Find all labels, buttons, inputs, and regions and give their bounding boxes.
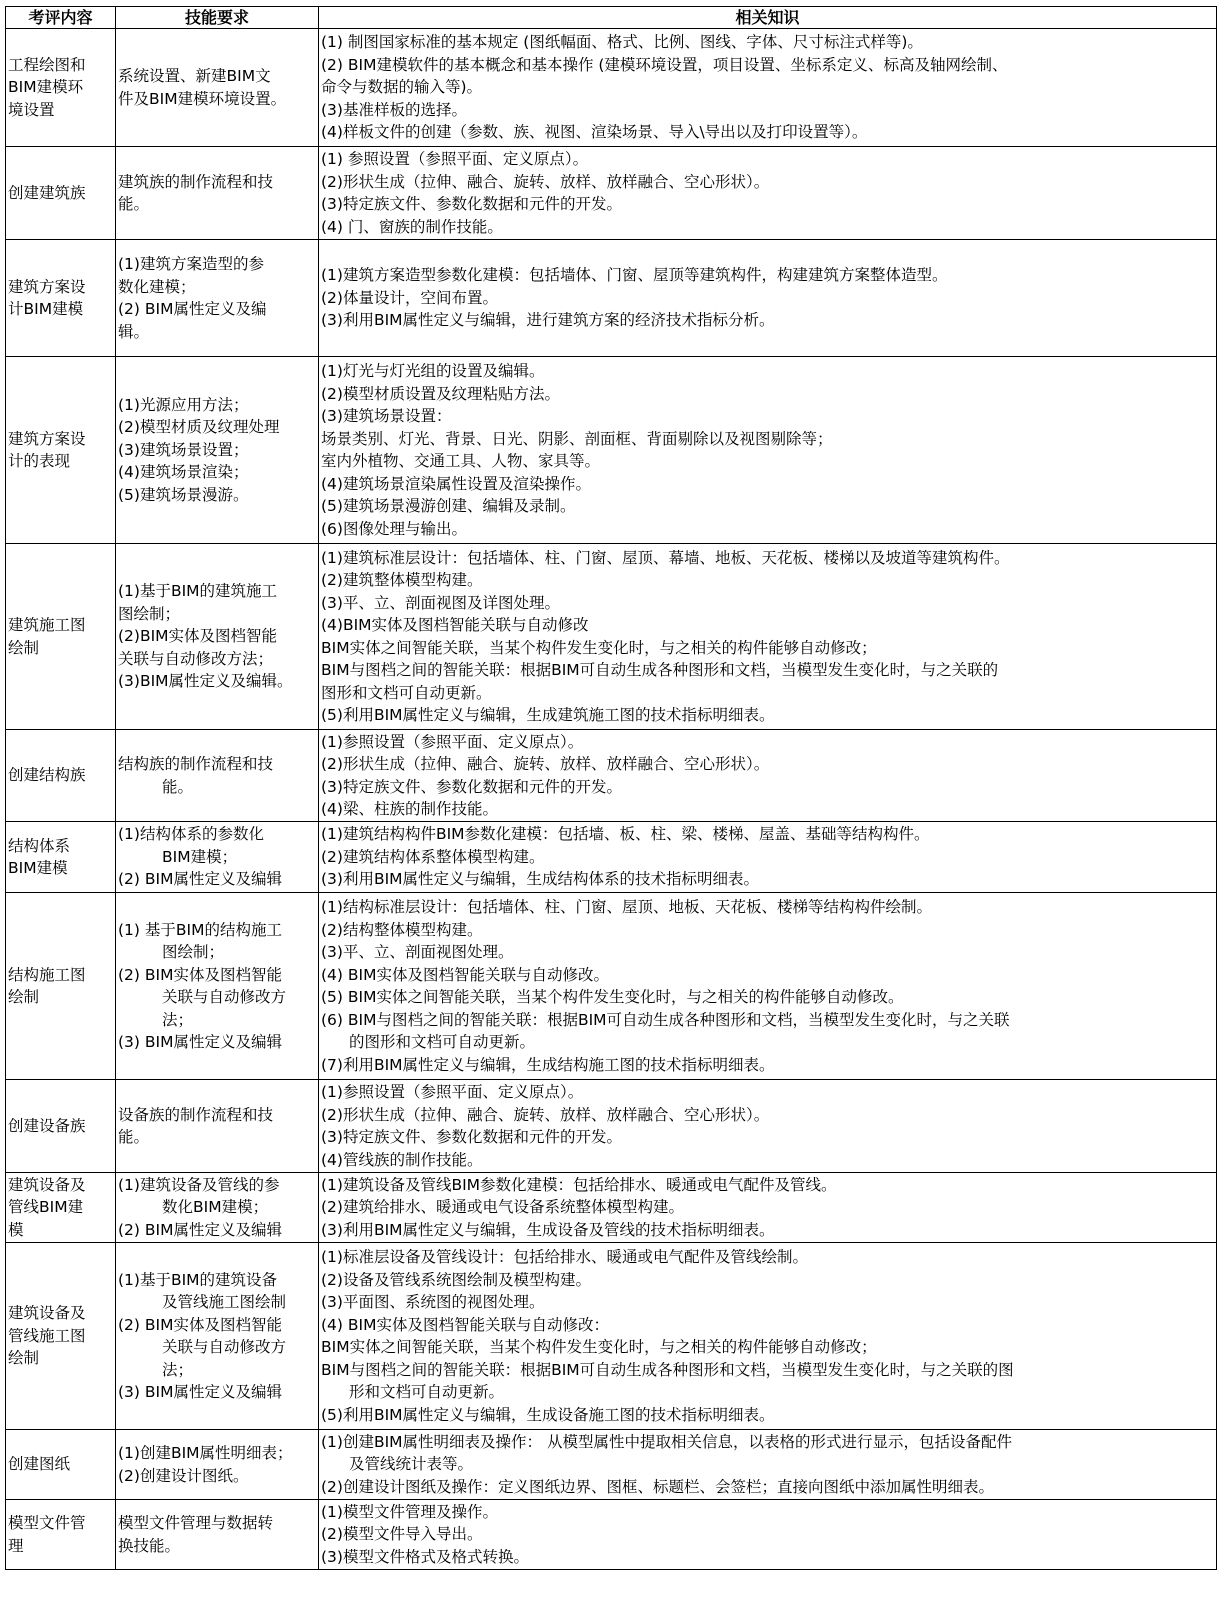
knowledge-line: (3)平、立、剖面视图及详图处理。 <box>321 593 560 612</box>
knowledge-line: (2)模型文件导入导出。 <box>321 1525 483 1544</box>
header-row <box>6 7 1217 29</box>
content-line: BIM建模 <box>8 859 68 877</box>
skill-line: 数化BIM建模； <box>162 1198 269 1217</box>
content-line: 管线施工图 <box>8 1326 86 1345</box>
table-row <box>6 240 1217 357</box>
skill-line: BIM建模； <box>162 847 238 866</box>
content-line: 建筑设备及 <box>8 1175 86 1194</box>
content-line: 结构体系 <box>8 836 71 855</box>
knowledge-line: (6)图像处理与输出。 <box>321 519 467 538</box>
content-line: 建筑设备及 <box>8 1304 86 1323</box>
content-line: 计的表现 <box>8 452 71 470</box>
skill-line: 能。 <box>118 1128 150 1146</box>
table-row <box>6 147 1217 240</box>
knowledge-line: (5)建筑场景漫游创建、编辑及录制。 <box>321 497 576 515</box>
content-line: 创建设备族 <box>8 1116 86 1135</box>
skill-line: (4)建筑场景渲染； <box>118 463 249 482</box>
skill-line: 结构族的制作流程和技 <box>118 755 274 773</box>
skill-line: 设备族的制作流程和技 <box>118 1105 274 1124</box>
skill-requirements-cell <box>116 1500 319 1570</box>
knowledge-line: (5)利用BIM属性定义与编辑，生成建筑施工图的技术指标明细表。 <box>321 706 775 724</box>
skill-requirements-cell <box>116 730 319 822</box>
assessment-content-cell <box>6 1080 116 1173</box>
knowledge-line: (4) BIM实体及图档智能关联与自动修改。 <box>321 965 609 984</box>
related-knowledge-cell <box>319 893 1217 1080</box>
skill-line: (2)模型材质及纹理处理 <box>118 418 280 437</box>
skill-line: (1)建筑方案造型的参 <box>118 255 264 273</box>
related-knowledge-cell <box>319 1173 1217 1243</box>
content-line: 计BIM建模 <box>8 300 84 318</box>
knowledge-line: (1) 制图国家标准的基本规定 (图纸幅面、格式、比例、图线、字体、尺寸标注式样等)。 <box>321 33 923 52</box>
knowledge-line: (2)设备及管线系统图绘制及模型构建。 <box>321 1270 591 1289</box>
knowledge-line: (1)建筑标准层设计：包括墙体、柱、门窗、屋顶、幕墙、地板、天花板、楼梯以及坡道等建筑构件。 <box>321 548 1010 567</box>
assessment-content-cell <box>6 1173 116 1243</box>
skill-line: 建筑族的制作流程和技 <box>118 172 274 191</box>
skill-line: 辑。 <box>118 322 150 341</box>
content-line: 创建图纸 <box>8 1455 71 1474</box>
knowledge-line: (2)建筑结构体系整体模型构建。 <box>321 847 545 866</box>
header-related-knowledge: 相关知识 <box>319 7 1217 29</box>
knowledge-line: 形和文档可自动更新。 <box>349 1383 505 1401</box>
knowledge-line: 室内外植物、交通工具、人物、家具等。 <box>321 452 601 470</box>
content-line: 创建结构族 <box>8 766 86 785</box>
skill-line: 能。 <box>118 195 150 213</box>
knowledge-line: (2)建筑整体模型构建。 <box>321 571 483 589</box>
related-knowledge-cell <box>319 1430 1217 1500</box>
knowledge-line: (3)建筑场景设置： <box>321 407 452 425</box>
assessment-content-cell <box>6 1243 116 1430</box>
content-line: 绘制 <box>8 638 40 657</box>
content-line: 理 <box>8 1536 24 1555</box>
header-assessment-content: 考评内容 <box>6 7 116 29</box>
knowledge-line: (3)基准样板的选择。 <box>321 100 467 119</box>
knowledge-line: (1)模型文件管理及操作。 <box>321 1502 498 1521</box>
knowledge-line: 场景类别、灯光、背景、日光、阴影、剖面框、背面剔除以及视图剔除等； <box>321 429 833 448</box>
related-knowledge-cell <box>319 240 1217 357</box>
knowledge-line: (1)建筑设备及管线BIM参数化建模：包括给排水、暖通或电气配件及管线。 <box>321 1175 837 1194</box>
skill-requirements-cell <box>116 544 319 730</box>
skill-line: 系统设置、新建BIM文 <box>118 67 271 85</box>
content-line: 建筑方案设 <box>8 277 86 296</box>
skill-line: 模型文件管理与数据转 <box>118 1514 274 1532</box>
skill-line: (2) BIM属性定义及编辑 <box>118 1220 282 1239</box>
knowledge-line: (1)建筑结构构件BIM参数化建模：包括墙、板、柱、梁、楼梯、屋盖、基础等结构构件。 <box>321 825 930 844</box>
skill-line: 关联与自动修改方 <box>162 1338 287 1356</box>
assessment-content-cell <box>6 730 116 822</box>
knowledge-line: (1)标准层设备及管线设计：包括给排水、暖通或电气配件及管线绘制。 <box>321 1248 808 1266</box>
content-line: 境设置 <box>8 100 55 119</box>
content-line: 建筑方案设 <box>8 429 86 448</box>
skill-requirements-cell <box>116 1243 319 1430</box>
knowledge-line: (4)管线族的制作技能。 <box>321 1150 483 1169</box>
knowledge-line: 图形和文档可自动更新。 <box>321 683 492 702</box>
table-row <box>6 357 1217 544</box>
assessment-content-cell <box>6 1430 116 1500</box>
skill-line: (1)光源应用方法； <box>118 395 249 414</box>
assessment-content-cell <box>6 240 116 357</box>
competency-table <box>5 6 1217 1570</box>
skill-line: (2)BIM实体及图档智能 <box>118 627 278 646</box>
knowledge-line: (1)创建BIM属性明细表及操作： 从模型属性中提取相关信息，以表格的形式进行显示，包括设备配件 <box>321 1432 1012 1451</box>
assessment-content-cell <box>6 822 116 893</box>
assessment-content-cell <box>6 544 116 730</box>
knowledge-line: (5) BIM实体之间智能关联，当某个构件发生变化时，与之相关的构件能够自动修改。 <box>321 988 904 1006</box>
knowledge-line: (1)结构标准层设计：包括墙体、柱、门窗、屋顶、地板、天花板、楼梯等结构构件绘制。 <box>321 898 932 916</box>
knowledge-line: 命令与数据的输入等)。 <box>321 78 483 97</box>
knowledge-line: (3)特定族文件、参数化数据和元件的开发。 <box>321 777 622 796</box>
skill-line: (1)创建BIM属性明细表； <box>118 1444 293 1462</box>
skill-requirements-cell <box>116 357 319 544</box>
table-body <box>6 29 1217 1570</box>
knowledge-line: BIM实体之间智能关联，当某个构件发生变化时，与之相关的构件能够自动修改； <box>321 638 877 657</box>
skill-requirements-cell <box>116 1080 319 1173</box>
skill-requirements-cell <box>116 240 319 357</box>
knowledge-line: (3)利用BIM属性定义与编辑，生成设备及管线的技术指标明细表。 <box>321 1220 775 1239</box>
skill-line: 关联与自动修改方法； <box>118 649 274 668</box>
related-knowledge-cell <box>319 357 1217 544</box>
skill-line: (2) BIM实体及图档智能 <box>118 1315 282 1334</box>
skill-line: 及管线施工图绘制 <box>162 1293 287 1311</box>
table-row <box>6 29 1217 147</box>
table-row <box>6 822 1217 893</box>
assessment-content-cell <box>6 29 116 147</box>
skill-requirements-cell <box>116 822 319 893</box>
skill-line: 法； <box>162 1010 194 1029</box>
skill-requirements-cell <box>116 1173 319 1243</box>
knowledge-line: (2)创建设计图纸及操作：定义图纸边界、图框、标题栏、会签栏；直接向图纸中添加属性明细表。 <box>321 1477 994 1496</box>
skill-line: 件及BIM建模环境设置。 <box>118 89 287 108</box>
skill-line: (1)基于BIM的建筑施工 <box>118 582 278 601</box>
knowledge-line: (4)建筑场景渲染属性设置及渲染操作。 <box>321 474 591 493</box>
skill-line: 图绘制； <box>118 604 181 623</box>
table-row <box>6 1500 1217 1570</box>
skill-line: 图绘制； <box>162 943 225 961</box>
table-row <box>6 1430 1217 1500</box>
knowledge-line: (3)平、立、剖面视图处理。 <box>321 943 514 961</box>
knowledge-line: (4) BIM实体及图档智能关联与自动修改： <box>321 1315 609 1334</box>
content-line: 建筑施工图 <box>8 616 86 634</box>
knowledge-line: (5)利用BIM属性定义与编辑，生成设备施工图的技术指标明细表。 <box>321 1405 775 1424</box>
skill-line: (3) BIM属性定义及编辑 <box>118 1033 282 1051</box>
skill-line: 换技能。 <box>118 1536 181 1555</box>
content-line: 工程绘图和 <box>8 55 86 74</box>
skill-line: (2) BIM实体及图档智能 <box>118 965 282 984</box>
related-knowledge-cell <box>319 822 1217 893</box>
related-knowledge-cell <box>319 730 1217 822</box>
content-line: 管线BIM建 <box>8 1198 84 1217</box>
skill-line: (1) 基于BIM的结构施工 <box>118 920 282 939</box>
knowledge-line: (2)形状生成（拉伸、融合、旋转、放样、放样融合、空心形状）。 <box>321 1105 770 1124</box>
knowledge-line: (4)BIM实体及图档智能关联与自动修改 <box>321 616 589 634</box>
knowledge-line: (2)结构整体模型构建。 <box>321 920 483 939</box>
knowledge-line: (3)模型文件格式及格式转换。 <box>321 1547 529 1566</box>
skill-line: (1)基于BIM的建筑设备 <box>118 1270 278 1289</box>
related-knowledge-cell <box>319 29 1217 147</box>
knowledge-line: 的图形和文档可自动更新。 <box>349 1033 536 1051</box>
assessment-content-cell <box>6 1500 116 1570</box>
knowledge-line: (2)体量设计，空间布置。 <box>321 288 498 307</box>
skill-requirements-cell <box>116 893 319 1080</box>
knowledge-line: (2) BIM建模软件的基本概念和基本操作 (建模环境设置，项目设置、坐标系定义、标高及轴网绘制、 <box>321 55 1008 74</box>
knowledge-line: (3)特定族文件、参数化数据和元件的开发。 <box>321 1128 622 1146</box>
skill-requirements-cell <box>116 1430 319 1500</box>
related-knowledge-cell <box>319 544 1217 730</box>
assessment-content-cell <box>6 893 116 1080</box>
knowledge-line: (3)平面图、系统图的视图处理。 <box>321 1293 545 1311</box>
table-row <box>6 893 1217 1080</box>
knowledge-line: (1)参照设置（参照平面、定义原点）。 <box>321 732 584 751</box>
content-line: 绘制 <box>8 988 40 1006</box>
skill-line: (2) BIM属性定义及编 <box>118 300 267 318</box>
table-row <box>6 730 1217 822</box>
knowledge-line: (4)梁、柱族的制作技能。 <box>321 800 498 818</box>
related-knowledge-cell <box>319 1500 1217 1570</box>
knowledge-line: (1) 参照设置（参照平面、定义原点）。 <box>321 150 589 168</box>
related-knowledge-cell <box>319 147 1217 240</box>
knowledge-line: (2)模型材质设置及纹理粘贴方法。 <box>321 384 560 403</box>
knowledge-line: BIM实体之间智能关联，当某个构件发生变化时，与之相关的构件能够自动修改； <box>321 1338 877 1356</box>
assessment-content-cell <box>6 357 116 544</box>
content-line: 模型文件管 <box>8 1514 86 1532</box>
content-line: 创建建筑族 <box>8 183 86 202</box>
content-line: 绘制 <box>8 1349 40 1368</box>
knowledge-line: (3)利用BIM属性定义与编辑，进行建筑方案的经济技术指标分析。 <box>321 311 775 330</box>
knowledge-line: (7)利用BIM属性定义与编辑，生成结构施工图的技术指标明细表。 <box>321 1055 775 1074</box>
skill-line: 数化建模； <box>118 277 196 296</box>
table-row <box>6 1243 1217 1430</box>
skill-line: (2)创建设计图纸。 <box>118 1466 249 1485</box>
related-knowledge-cell <box>319 1080 1217 1173</box>
content-line: 结构施工图 <box>8 965 86 984</box>
related-knowledge-cell <box>319 1243 1217 1430</box>
knowledge-line: (6) BIM与图档之间的智能关联：根据BIM可自动生成各种图形和文档，当模型发生变化时，与之关联 <box>321 1010 1010 1029</box>
table-row <box>6 1173 1217 1243</box>
skill-line: (3)BIM属性定义及编辑。 <box>118 672 293 691</box>
knowledge-line: 及管线统计表等。 <box>349 1455 474 1474</box>
knowledge-line: (3)利用BIM属性定义与编辑，生成结构体系的技术指标明细表。 <box>321 870 760 889</box>
skill-line: 能。 <box>162 777 194 796</box>
header-skill-requirements: 技能要求 <box>116 7 319 29</box>
table-row <box>6 1080 1217 1173</box>
knowledge-line: (1)参照设置（参照平面、定义原点）。 <box>321 1083 584 1101</box>
skill-line: 法； <box>162 1360 194 1379</box>
skill-requirements-cell <box>116 29 319 147</box>
knowledge-line: (1)建筑方案造型参数化建模：包括墙体、门窗、屋顶等建筑构件，构建建筑方案整体造型。 <box>321 266 948 285</box>
skill-line: (3) BIM属性定义及编辑 <box>118 1383 282 1401</box>
skill-line: (1)结构体系的参数化 <box>118 825 264 844</box>
skill-line: (2) BIM属性定义及编辑 <box>118 870 282 889</box>
content-line: 模 <box>8 1220 24 1239</box>
skill-line: (5)建筑场景漫游。 <box>118 485 249 504</box>
content-line: BIM建模环 <box>8 78 84 97</box>
knowledge-line: (3)特定族文件、参数化数据和元件的开发。 <box>321 195 622 213</box>
knowledge-line: (1)灯光与灯光组的设置及编辑。 <box>321 362 545 380</box>
knowledge-line: (2)形状生成（拉伸、融合、旋转、放样、放样融合、空心形状）。 <box>321 755 770 773</box>
knowledge-line: BIM与图档之间的智能关联：根据BIM可自动生成各种图形和文档，当模型发生变化时，与之关联的图 <box>321 1360 1014 1379</box>
knowledge-line: (4)样板文件的创建（参数、族、视图、渲染场景、导入\导出以及打印设置等）。 <box>321 123 868 142</box>
skill-line: (3)建筑场景设置； <box>118 440 249 459</box>
skill-requirements-cell <box>116 147 319 240</box>
knowledge-line: (4) 门、窗族的制作技能。 <box>321 217 503 236</box>
skill-line: (1)建筑设备及管线的参 <box>118 1175 280 1194</box>
knowledge-line: (2)建筑给排水、暖通或电气设备系统整体模型构建。 <box>321 1198 684 1217</box>
table-row <box>6 544 1217 730</box>
skill-line: 关联与自动修改方 <box>162 988 287 1006</box>
assessment-content-cell <box>6 147 116 240</box>
knowledge-line: (2)形状生成（拉伸、融合、旋转、放样、放样融合、空心形状）。 <box>321 172 770 191</box>
knowledge-line: BIM与图档之间的智能关联：根据BIM可自动生成各种图形和文档，当模型发生变化时，与之关联的 <box>321 661 999 679</box>
